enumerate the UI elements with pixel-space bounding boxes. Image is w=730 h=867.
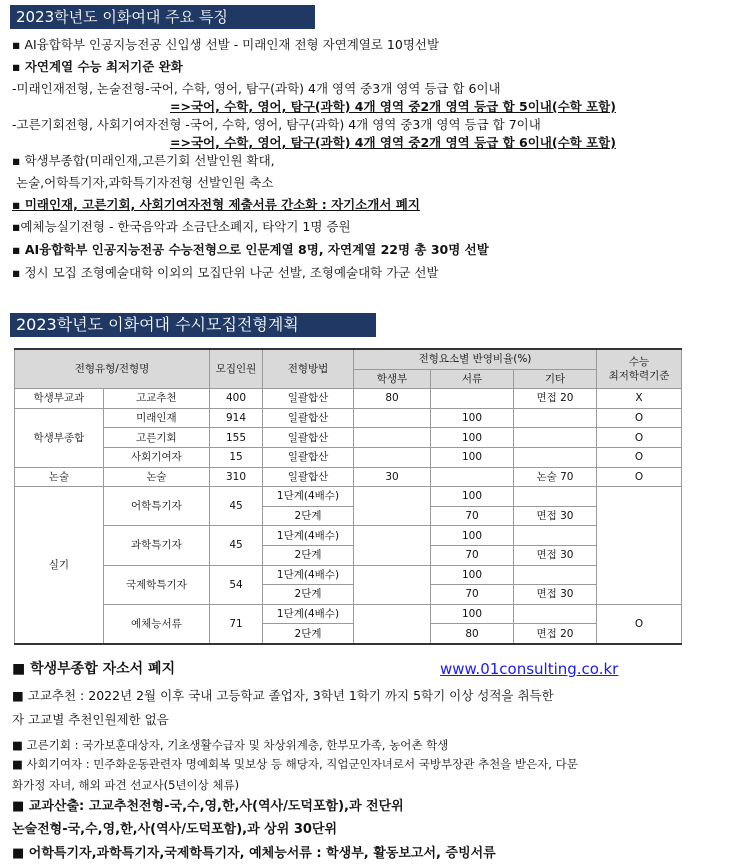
- group-cell: 실기: [15, 487, 104, 644]
- gita-cell: 논술 70: [514, 467, 597, 487]
- table-row: [15, 447, 682, 467]
- header-count: 모집인원: [210, 349, 263, 389]
- name-cell: 사회기여자: [103, 447, 209, 467]
- feature-line-5: -고른기회전형, 사회기여자전형 -국어, 수학, 영어, 탐구(과학) 4개 영역 중3개 영역 등급 합 7이내: [12, 117, 541, 132]
- seoryu-cell: 100: [431, 428, 514, 448]
- stage-cell: 1단계(4배수): [263, 487, 354, 507]
- count-cell: 914: [210, 408, 263, 428]
- header-seoryu: 서류: [431, 369, 514, 389]
- suneung-cell: O: [597, 604, 682, 644]
- feature-line-9: ▪ 미래인재, 고른기회, 사회기여자전형 제출서류 간소화 : 자기소개서 폐지: [12, 197, 420, 212]
- method-cell: 일괄합산: [263, 467, 354, 487]
- feature-line-12: ▪ 정시 모집 조형예술대학 이외의 모집단위 나군 선발, 조형예술대학 가군 선발: [12, 265, 439, 280]
- section2-title: 2023학년도 이화여대 수시모집전형계획: [10, 313, 376, 337]
- suneung-cell: O: [597, 447, 682, 467]
- gita-cell: [514, 604, 597, 624]
- gita-cell: [514, 526, 597, 546]
- count-cell: 400: [210, 389, 263, 409]
- seoryu-cell: 70: [431, 545, 514, 565]
- seoryu-cell: [431, 467, 514, 487]
- seoryu-cell: 100: [431, 604, 514, 624]
- hakseng-cell: [354, 408, 431, 428]
- hakseng-cell: [354, 565, 431, 604]
- method-cell: 일괄합산: [263, 389, 354, 409]
- gita-cell: 면접 30: [514, 585, 597, 605]
- section1-title: 2023학년도 이화여대 주요 특징: [10, 5, 315, 29]
- note-line-8: ■ 어학특기자,과학특기자,국제학특기자, 예체능서류 : 학생부, 활동보고서, 증빙서류: [12, 846, 496, 861]
- header-gita: 기타: [514, 369, 597, 389]
- stage-cell: 2단계: [263, 624, 354, 644]
- count-cell: 54: [210, 565, 263, 604]
- header-type: 전형유형/전형명: [15, 349, 210, 389]
- hakseng-cell: 30: [354, 467, 431, 487]
- gita-cell: [514, 408, 597, 428]
- gita-cell: 면접 30: [514, 545, 597, 565]
- method-cell: 일괄합산: [263, 428, 354, 448]
- header-hakseng: 학생부: [354, 369, 431, 389]
- suneung-cell: O: [597, 467, 682, 487]
- seoryu-cell: 100: [431, 565, 514, 585]
- name-cell: 국제학특기자: [103, 565, 209, 604]
- name-cell: 고른기회: [103, 428, 209, 448]
- note-line-6: ■ 교과산출: 고교추천전형-국,수,영,한,사(역사/도덕포함),과 전단위: [12, 799, 404, 814]
- suneung-cell: X: [597, 389, 682, 409]
- gita-cell: 면접 20: [514, 624, 597, 644]
- suneung-cell: O: [597, 428, 682, 448]
- gita-cell: [514, 447, 597, 467]
- seoryu-cell: 100: [431, 487, 514, 507]
- seoryu-cell: 70: [431, 506, 514, 526]
- feature-line-4: =>국어, 수학, 영어, 탐구(과학) 4개 영역 중2개 영역 등급 합 5이내(수학 포함): [170, 99, 616, 114]
- gita-cell: [514, 428, 597, 448]
- stage-cell: 2단계: [263, 545, 354, 565]
- name-cell: 고교추천: [103, 389, 209, 409]
- stage-cell: 1단계(4배수): [263, 604, 354, 624]
- gita-cell: 면접 20: [514, 389, 597, 409]
- count-cell: 155: [210, 428, 263, 448]
- feature-line-11: ▪ AI융합학부 인공지능전공 수능전형으로 인문계열 8명, 자연계열 22명 총 30명 선발: [12, 242, 489, 257]
- count-cell: 15: [210, 447, 263, 467]
- stage-cell: 1단계(4배수): [263, 565, 354, 585]
- name-cell: 미래인재: [103, 408, 209, 428]
- seoryu-cell: 70: [431, 585, 514, 605]
- note-line-4: ■ 사회기여자 : 민주화운동관련자 명예회복 및보상 등 해당자, 직업군인자녀로서 국방부장관 추천을 받은자, 다문: [12, 757, 578, 771]
- name-cell: 예체능서류: [103, 604, 209, 644]
- seoryu-cell: 100: [431, 526, 514, 546]
- feature-line-7: ▪ 학생부종합(미래인재,고른기회 선발인원 확대,: [12, 153, 275, 168]
- table-row: [15, 487, 682, 507]
- suneung-cell: O: [597, 408, 682, 428]
- table-row: [15, 408, 682, 428]
- note-line-7: 논술전형-국,수,영,한,사(역사/도덕포함),과 상위 30단위: [12, 822, 338, 837]
- hakseng-cell: [354, 487, 431, 526]
- seoryu-cell: 80: [431, 624, 514, 644]
- table-row: [15, 604, 682, 624]
- table-row: [15, 467, 682, 487]
- seoryu-cell: 100: [431, 408, 514, 428]
- hakseng-cell: [354, 428, 431, 448]
- hakseng-cell: [354, 526, 431, 565]
- note-line-1: ■ 고교추천 : 2022년 2월 이후 국내 고등학교 졸업자, 3학년 1학기 까지 5학기 이상 성적을 취득한: [12, 688, 554, 703]
- count-cell: 310: [210, 467, 263, 487]
- header-suneung: 수능 최저학력기준: [597, 349, 682, 389]
- group-cell: 학생부교과: [15, 389, 104, 409]
- hakseng-cell: 80: [354, 389, 431, 409]
- name-cell: 논술: [103, 467, 209, 487]
- header-method: 전형방법: [263, 349, 354, 389]
- count-cell: 45: [210, 487, 263, 526]
- gita-cell: 면접 30: [514, 506, 597, 526]
- feature-line-6: =>국어, 수학, 영어, 탐구(과학) 4개 영역 중2개 영역 등급 합 6이내(수학 포함): [170, 135, 616, 150]
- suneung-cell: [597, 487, 682, 605]
- stage-cell: 2단계: [263, 506, 354, 526]
- table-row: [15, 389, 682, 409]
- table-row: [15, 565, 682, 585]
- stage-cell: 1단계(4배수): [263, 526, 354, 546]
- hakseng-cell: [354, 604, 431, 644]
- note-line-3: ■ 고른기회 : 국가보훈대상자, 기초생활수급자 및 차상위계층, 한부모가족, 농어촌 학생: [12, 738, 449, 752]
- method-cell: 일괄합산: [263, 447, 354, 467]
- count-cell: 45: [210, 526, 263, 565]
- feature-line-2: ▪ 자연계열 수능 최저기준 완화: [12, 59, 183, 74]
- header-ratio: 전형요소별 반영비율(%): [354, 349, 597, 369]
- table-row: [15, 526, 682, 546]
- consulting-link[interactable]: www.01consulting.co.kr: [440, 660, 619, 678]
- note-line-2: 자 고교별 추천인원제한 없음: [12, 712, 169, 727]
- hakseng-cell: [354, 447, 431, 467]
- group-cell: 논술: [15, 467, 104, 487]
- name-cell: 어학특기자: [103, 487, 209, 526]
- count-cell: 71: [210, 604, 263, 644]
- seoryu-cell: [431, 389, 514, 409]
- section3-title: ■ 학생부종합 자소서 폐지: [12, 661, 176, 677]
- note-line-5: 화가정 자녀, 해외 파견 선교사(5년이상 체류): [12, 778, 240, 792]
- feature-line-8: 논술,어학특기자,과학특기자전형 선발인원 축소: [16, 175, 274, 190]
- feature-line-3: -미래인재전형, 논술전형-국어, 수학, 영어, 탐구(과학) 4개 영역 중3개 영역 등급 합 6이내: [12, 81, 501, 96]
- table-row: [15, 428, 682, 448]
- admission-plan-table: [14, 348, 682, 645]
- feature-line-10: ▪예체능실기전형 - 한국음악과 소금단소폐지, 타악기 1명 증원: [12, 219, 351, 234]
- gita-cell: [514, 565, 597, 585]
- name-cell: 과학특기자: [103, 526, 209, 565]
- gita-cell: [514, 487, 597, 507]
- seoryu-cell: 100: [431, 447, 514, 467]
- group-cell: 학생부종합: [15, 408, 104, 467]
- method-cell: 일괄합산: [263, 408, 354, 428]
- stage-cell: 2단계: [263, 585, 354, 605]
- feature-line-1: ▪ AI융합학부 인공지능전공 신입생 선발 - 미래인재 전형 자연계열로 10명선발: [12, 37, 440, 52]
